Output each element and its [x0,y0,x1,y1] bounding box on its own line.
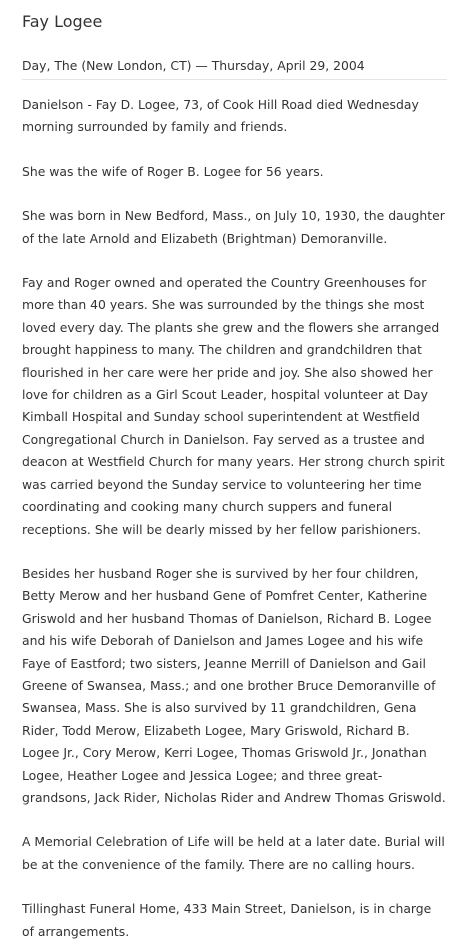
paragraph-survivors: Besides her husband Roger she is survived by her four children, Betty Merow and her husband Gene of Pomfret Center, Katherine Griswold and her husband Thomas of Danielson, Richard B. Logee and his wife Deborah of Danielson and James Logee and his wife Faye of Eastford; two sisters, Jeanne Merrill of Danielson and Gail Greene of Swansea, Mass.; and one brother Bruce Demoranville of Swansea, Mass. She is also survived by 11 grandchildren, Gena Rider, Todd Merow, Elizabeth Logee, Mary Griswold, Richard B. Logee Jr., Cory Merow, Kerri Logee, Thomas Griswold Jr., Jonathan Logee, Heather Logee and Jessica Logee; and three great-grandsons, Jack Rider, Nicholas Rider and Andrew Thomas Griswold. [22,565,446,805]
paragraph-life: Fay and Roger owned and operated the Country Greenhouses for more than 40 years. She was surrounded by the things she most loved every day. The plants she grew and the flowers she arranged brought happiness to many. The children and grandchildren that flourished in her care were her pride and joy. She also showed her love for children as a Girl Scout Leader, hospital volunteer at Day Kimball Hospital and Sunday school superintendent at Westfield Congregational Church in Danielson. Fay served as a trustee and deacon at Westfield Church for many years. Her strong church spirit was carried beyond the Sunday service to volunteering her time coordinating and cooking many church suppers and funeral receptions. She will be dearly missed by her fellow parishioners. [22,275,445,537]
divider [22,79,447,80]
source-line: Day, The (New London, CT) — Thursday, April 29, 2004 [22,58,365,73]
paragraph-memorial: A Memorial Celebration of Life will be held at a later date. Burial will be at the convenience of the family. There are no calling hours. [22,834,445,872]
paragraph-funeral-home: Tillinghast Funeral Home, 433 Main Street, Danielson, is in charge of arrangements. [22,901,432,939]
paragraph-spouse: She was the wife of Roger B. Logee for 56 years. [22,163,324,179]
article-body [22,94,447,943]
paragraph-death-notice: Danielson - Fay D. Logee, 73, of Cook Hill Road died Wednesday morning surrounded by family and friends. [22,97,419,135]
page-title: Fay Logee [22,12,103,31]
paragraph-birth: She was born in New Bedford, Mass., on July 10, 1930, the daughter of the late Arnold and Elizabeth (Brightman) Demoranville. [22,208,445,246]
